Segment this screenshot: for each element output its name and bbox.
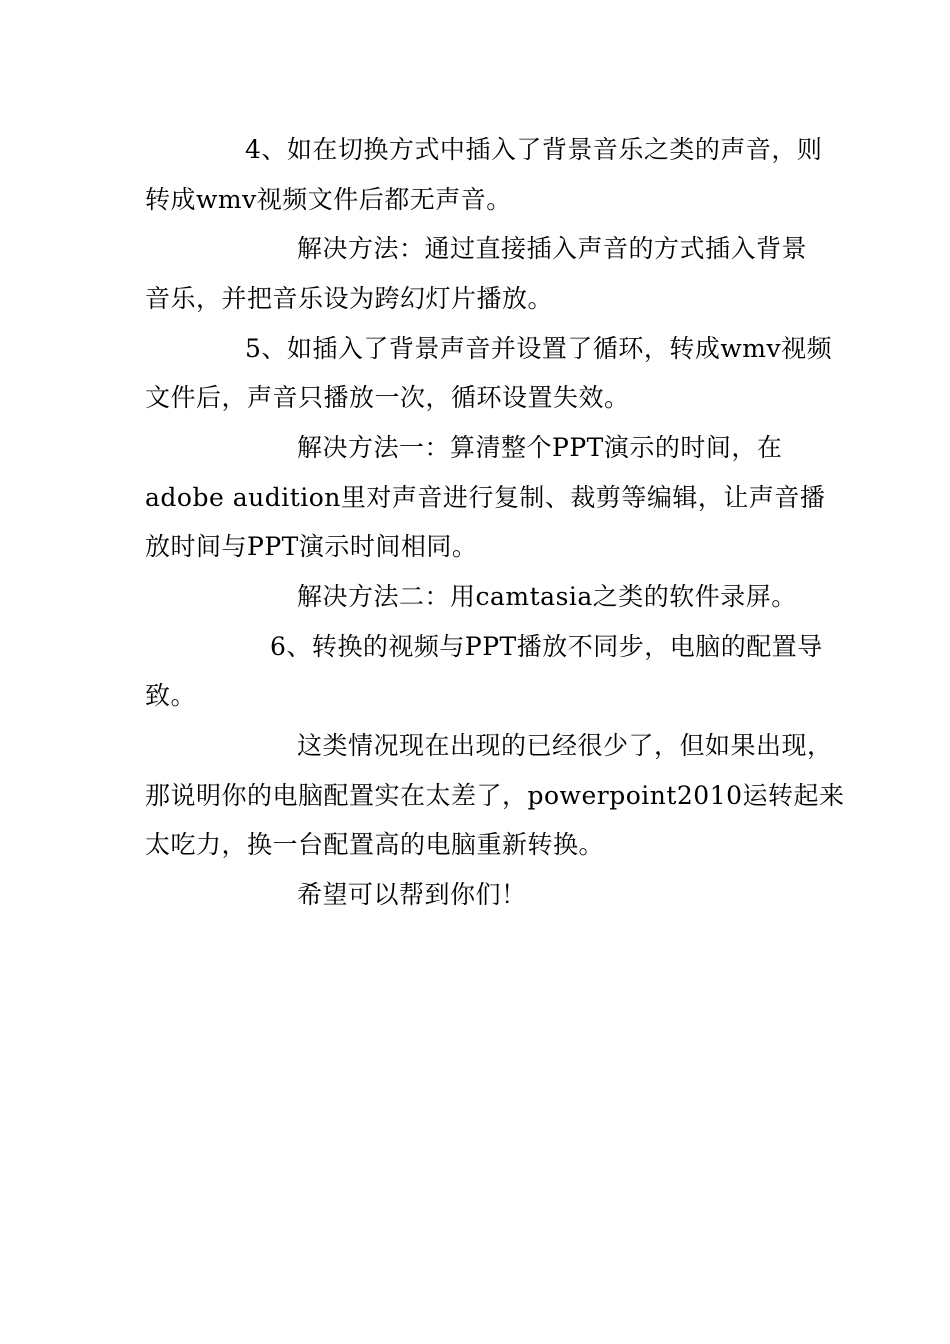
text-line-issue-4-cont: 转成wmv视频文件后都无声音。 [145, 185, 512, 214]
text-line-solution-5b: 解决方法二：用camtasia之类的软件录屏。 [297, 582, 797, 611]
text-line-issue-5-cont: 文件后，声音只播放一次，循环设置失效。 [145, 383, 630, 412]
text-line-issue-6-cont: 致。 [145, 681, 197, 710]
text-line-closing: 希望可以帮到你们！ [297, 880, 527, 909]
text-line-solution-4: 解决方法：通过直接插入声音的方式插入背景 [297, 234, 808, 263]
text-line-solution-6-cont-2: 太吃力，换一台配置高的电脑重新转换。 [145, 830, 605, 859]
text-line-solution-5a-cont-2: 放时间与PPT演示时间相同。 [145, 532, 478, 561]
text-line-solution-5a: 解决方法一：算清整个PPT演示的时间，在 [297, 433, 783, 462]
text-line-issue-5: 5、如插入了背景声音并设置了循环，转成wmv视频 [245, 334, 833, 363]
text-line-solution-6: 这类情况现在出现的已经很少了，但如果出现， [297, 731, 833, 760]
text-line-solution-4-cont: 音乐，并把音乐设为跨幻灯片播放。 [145, 284, 554, 313]
text-line-issue-6: 6、转换的视频与PPT播放不同步，电脑的配置导 [270, 632, 823, 661]
text-line-issue-4: 4、如在切换方式中插入了背景音乐之类的声音，则 [245, 135, 823, 164]
text-line-solution-5a-cont: adobe audition里对声音进行复制、裁剪等编辑，让声音播 [145, 483, 826, 512]
text-line-solution-6-cont: 那说明你的电脑配置实在太差了，powerpoint2010运转起来 [145, 781, 845, 810]
